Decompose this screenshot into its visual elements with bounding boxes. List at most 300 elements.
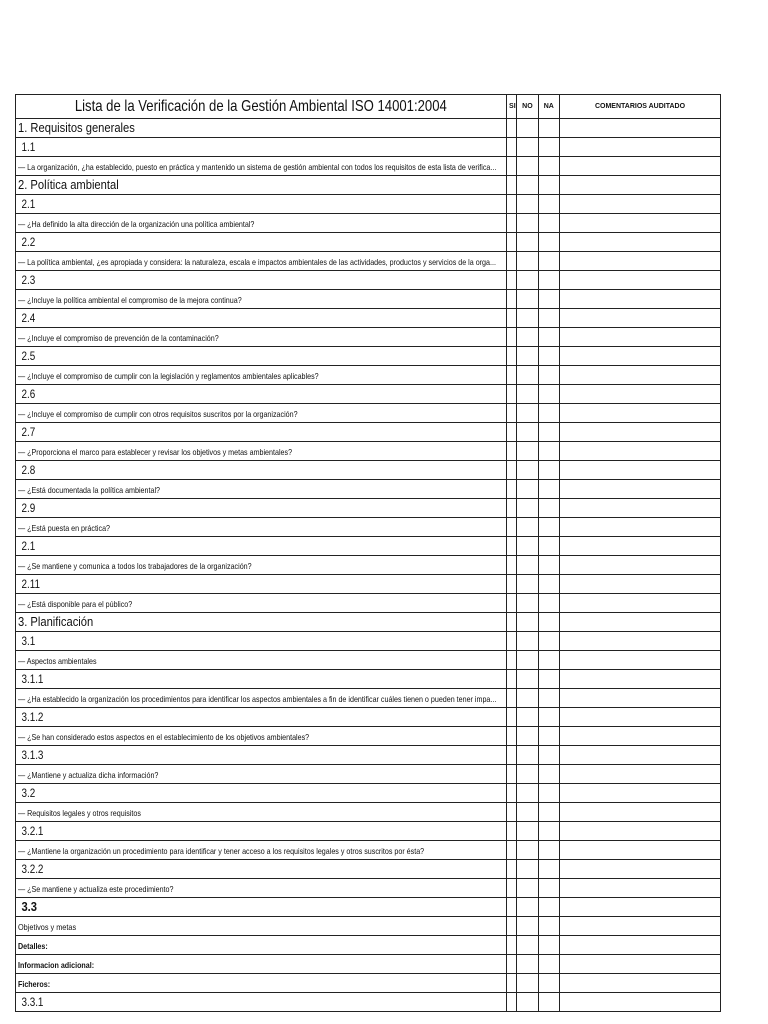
na-cell[interactable]	[538, 936, 559, 955]
comment-cell[interactable]	[560, 632, 721, 651]
comment-cell[interactable]	[560, 651, 721, 670]
si-cell[interactable]	[507, 214, 517, 233]
no-cell[interactable]	[517, 233, 538, 252]
no-cell[interactable]	[517, 803, 538, 822]
si-cell[interactable]	[507, 613, 517, 632]
row-text-cell	[16, 822, 507, 841]
row-text: — ¿Se mantiene y actualiza este procedimiento?	[18, 884, 174, 894]
no-cell[interactable]	[517, 461, 538, 480]
checklist-row-code	[16, 138, 721, 157]
na-cell[interactable]	[538, 195, 559, 214]
comment-cell[interactable]	[560, 309, 721, 328]
row-text-cell	[16, 917, 507, 936]
row-text-cell	[16, 613, 507, 632]
si-cell[interactable]	[507, 309, 517, 328]
row-text: 2.8	[21, 465, 36, 477]
comment-cell[interactable]	[560, 860, 721, 879]
na-cell[interactable]	[538, 461, 559, 480]
no-cell[interactable]	[517, 214, 538, 233]
no-cell[interactable]	[517, 708, 538, 727]
na-cell[interactable]	[538, 765, 559, 784]
row-text-cell	[16, 252, 507, 271]
no-cell[interactable]	[517, 252, 538, 271]
no-cell[interactable]	[517, 689, 538, 708]
si-cell[interactable]	[507, 233, 517, 252]
row-text-cell	[16, 119, 507, 138]
row-text-cell	[16, 195, 507, 214]
checklist-row-code	[16, 670, 721, 689]
no-cell[interactable]	[517, 138, 538, 157]
comment-cell[interactable]	[560, 727, 721, 746]
comment-cell[interactable]	[560, 594, 721, 613]
na-cell[interactable]	[538, 803, 559, 822]
na-cell[interactable]	[538, 385, 559, 404]
checklist-row-code-bold	[16, 898, 721, 917]
row-text: 2. Política ambiental	[18, 177, 119, 192]
row-text: Detalles:	[18, 941, 48, 951]
comment-cell[interactable]	[560, 176, 721, 195]
checklist-row-item	[16, 594, 721, 613]
si-cell[interactable]	[507, 993, 517, 1012]
comment-cell[interactable]	[560, 385, 721, 404]
row-text-cell	[16, 632, 507, 651]
na-cell[interactable]	[538, 708, 559, 727]
na-cell[interactable]	[538, 917, 559, 936]
no-cell[interactable]	[517, 822, 538, 841]
no-cell[interactable]	[517, 936, 538, 955]
row-text: 3.1	[21, 636, 36, 648]
si-cell[interactable]	[507, 575, 517, 594]
row-text: 2.3	[21, 275, 36, 287]
no-cell[interactable]	[517, 404, 538, 423]
comment-cell[interactable]	[560, 822, 721, 841]
no-cell[interactable]	[517, 328, 538, 347]
row-text-cell	[16, 803, 507, 822]
no-cell[interactable]	[517, 157, 538, 176]
row-text-cell	[16, 461, 507, 480]
row-text: Informacion adicional:	[18, 960, 95, 970]
na-cell[interactable]	[538, 651, 559, 670]
row-text: — ¿Mantiene la organización un procedimiento para identificar y tener acceso a los requisitos legales y otros suscritos por ésta?	[18, 846, 425, 856]
no-cell[interactable]	[517, 974, 538, 993]
row-text: 3.3.1	[21, 997, 44, 1009]
comment-cell[interactable]	[560, 898, 721, 917]
col-na-header: NA	[538, 95, 559, 119]
row-text: — ¿Incluye el compromiso de cumplir con la legislación y reglamentos ambientales aplicables?	[18, 371, 319, 381]
comment-cell[interactable]	[560, 461, 721, 480]
na-cell[interactable]	[538, 746, 559, 765]
checklist-row-item	[16, 157, 721, 176]
no-cell[interactable]	[517, 176, 538, 195]
page-title: Lista de la Verificación de la Gestión Ambiental ISO 14001:2004	[75, 97, 448, 115]
comment-cell[interactable]	[560, 936, 721, 955]
no-cell[interactable]	[517, 442, 538, 461]
na-cell[interactable]	[538, 993, 559, 1012]
si-cell[interactable]	[507, 803, 517, 822]
row-text-cell	[16, 689, 507, 708]
no-cell[interactable]	[517, 632, 538, 651]
checklist-row-item	[16, 879, 721, 898]
na-cell[interactable]	[538, 822, 559, 841]
na-cell[interactable]	[538, 670, 559, 689]
si-cell[interactable]	[507, 917, 517, 936]
si-cell[interactable]	[507, 822, 517, 841]
na-cell[interactable]	[538, 309, 559, 328]
row-text: — ¿Ha definido la alta dirección de la organización una política ambiental?	[18, 219, 255, 229]
row-text-cell	[16, 176, 507, 195]
no-cell[interactable]	[517, 518, 538, 537]
row-text-cell	[16, 309, 507, 328]
row-text-cell	[16, 746, 507, 765]
row-text: 3.2.2	[21, 864, 44, 876]
row-text: 2.1	[21, 541, 36, 553]
checklist-row-item	[16, 727, 721, 746]
na-cell[interactable]	[538, 252, 559, 271]
checklist-row-code	[16, 746, 721, 765]
comment-cell[interactable]	[560, 556, 721, 575]
checklist-row-code	[16, 537, 721, 556]
checklist-row-code	[16, 632, 721, 651]
si-cell[interactable]	[507, 765, 517, 784]
row-text-cell	[16, 784, 507, 803]
si-cell[interactable]	[507, 385, 517, 404]
si-cell[interactable]	[507, 138, 517, 157]
no-cell[interactable]	[517, 898, 538, 917]
no-cell[interactable]	[517, 613, 538, 632]
na-cell[interactable]	[538, 233, 559, 252]
title-cell	[16, 95, 507, 119]
si-cell[interactable]	[507, 784, 517, 803]
na-cell[interactable]	[538, 879, 559, 898]
checklist-row-label	[16, 974, 721, 993]
checklist-row-code	[16, 708, 721, 727]
checklist-row-code	[16, 822, 721, 841]
na-cell[interactable]	[538, 328, 559, 347]
row-text: 2.1	[21, 199, 36, 211]
no-cell[interactable]	[517, 575, 538, 594]
na-cell[interactable]	[538, 442, 559, 461]
na-cell[interactable]	[538, 138, 559, 157]
si-cell[interactable]	[507, 119, 517, 138]
checklist-row-code	[16, 499, 721, 518]
comment-cell[interactable]	[560, 119, 721, 138]
no-cell[interactable]	[517, 651, 538, 670]
row-text: — Aspectos ambientales	[18, 656, 97, 666]
checklist-row-code	[16, 575, 721, 594]
row-text: — ¿Se han considerado estos aspectos en el establecimiento de los objetivos ambientales?	[18, 732, 310, 742]
row-text-cell	[16, 879, 507, 898]
na-cell[interactable]	[538, 898, 559, 917]
row-text-cell	[16, 385, 507, 404]
na-cell[interactable]	[538, 119, 559, 138]
si-cell[interactable]	[507, 727, 517, 746]
na-cell[interactable]	[538, 214, 559, 233]
si-cell[interactable]	[507, 556, 517, 575]
row-text: — ¿Incluye la política ambiental el compromiso de la mejora continua?	[18, 295, 242, 305]
si-cell[interactable]	[507, 689, 517, 708]
comment-cell[interactable]	[560, 784, 721, 803]
no-cell[interactable]	[517, 594, 538, 613]
row-text-cell	[16, 841, 507, 860]
si-cell[interactable]	[507, 537, 517, 556]
checklist-row-item	[16, 803, 721, 822]
comment-cell[interactable]	[560, 423, 721, 442]
na-cell[interactable]	[538, 594, 559, 613]
no-cell[interactable]	[517, 119, 538, 138]
si-cell[interactable]	[507, 271, 517, 290]
checklist-row-item	[16, 404, 721, 423]
row-text: — ¿Mantiene y actualiza dicha información?	[18, 770, 159, 780]
si-cell[interactable]	[507, 670, 517, 689]
si-cell[interactable]	[507, 442, 517, 461]
col-si-header: SI	[507, 95, 517, 119]
si-cell[interactable]	[507, 518, 517, 537]
na-cell[interactable]	[538, 157, 559, 176]
no-cell[interactable]	[517, 271, 538, 290]
comment-cell[interactable]	[560, 974, 721, 993]
na-cell[interactable]	[538, 366, 559, 385]
row-text: — ¿Se mantiene y comunica a todos los trabajadores de la organización?	[18, 561, 252, 571]
comment-cell[interactable]	[560, 955, 721, 974]
checklist-row-code	[16, 233, 721, 252]
na-cell[interactable]	[538, 860, 559, 879]
checklist-row-item	[16, 290, 721, 309]
checklist-row-code	[16, 271, 721, 290]
row-text-cell	[16, 442, 507, 461]
checklist-row-item	[16, 841, 721, 860]
comment-cell[interactable]	[560, 214, 721, 233]
comment-cell[interactable]	[560, 499, 721, 518]
row-text: 1.1	[21, 142, 36, 154]
row-text: 3.1.2	[21, 712, 44, 724]
si-cell[interactable]	[507, 708, 517, 727]
row-text-cell	[16, 157, 507, 176]
row-text-cell	[16, 347, 507, 366]
si-cell[interactable]	[507, 651, 517, 670]
row-text-cell	[16, 328, 507, 347]
no-cell[interactable]	[517, 765, 538, 784]
comment-cell[interactable]	[560, 613, 721, 632]
col-no-header: NO	[517, 95, 538, 119]
comment-cell[interactable]	[560, 290, 721, 309]
na-cell[interactable]	[538, 784, 559, 803]
comment-cell[interactable]	[560, 157, 721, 176]
comment-cell[interactable]	[560, 347, 721, 366]
na-cell[interactable]	[538, 537, 559, 556]
comment-cell[interactable]	[560, 518, 721, 537]
si-cell[interactable]	[507, 366, 517, 385]
si-cell[interactable]	[507, 936, 517, 955]
comment-cell[interactable]	[560, 993, 721, 1012]
comment-cell[interactable]	[560, 670, 721, 689]
na-cell[interactable]	[538, 841, 559, 860]
comment-cell[interactable]	[560, 442, 721, 461]
checklist-row-code	[16, 309, 721, 328]
no-cell[interactable]	[517, 290, 538, 309]
checklist-row-item	[16, 765, 721, 784]
na-cell[interactable]	[538, 613, 559, 632]
no-cell[interactable]	[517, 993, 538, 1012]
si-cell[interactable]	[507, 290, 517, 309]
si-cell[interactable]	[507, 594, 517, 613]
si-cell[interactable]	[507, 955, 517, 974]
comment-cell[interactable]	[560, 252, 721, 271]
checklist-row-item	[16, 689, 721, 708]
si-cell[interactable]	[507, 860, 517, 879]
comment-cell[interactable]	[560, 917, 721, 936]
na-cell[interactable]	[538, 423, 559, 442]
row-text-cell	[16, 480, 507, 499]
si-cell[interactable]	[507, 480, 517, 499]
comment-cell[interactable]	[560, 537, 721, 556]
na-cell[interactable]	[538, 480, 559, 499]
row-text-cell	[16, 651, 507, 670]
si-cell[interactable]	[507, 879, 517, 898]
no-cell[interactable]	[517, 860, 538, 879]
col-comments-header: COMENTARIOS AUDITADO	[560, 95, 721, 119]
comment-cell[interactable]	[560, 879, 721, 898]
na-cell[interactable]	[538, 955, 559, 974]
na-cell[interactable]	[538, 556, 559, 575]
na-cell[interactable]	[538, 689, 559, 708]
si-cell[interactable]	[507, 746, 517, 765]
checklist-row-item	[16, 366, 721, 385]
comment-cell[interactable]	[560, 575, 721, 594]
na-cell[interactable]	[538, 499, 559, 518]
no-cell[interactable]	[517, 423, 538, 442]
comment-cell[interactable]	[560, 689, 721, 708]
na-cell[interactable]	[538, 974, 559, 993]
no-cell[interactable]	[517, 841, 538, 860]
row-text-cell	[16, 214, 507, 233]
comment-cell[interactable]	[560, 195, 721, 214]
no-cell[interactable]	[517, 366, 538, 385]
header-row	[16, 95, 721, 119]
na-cell[interactable]	[538, 271, 559, 290]
no-cell[interactable]	[517, 670, 538, 689]
si-cell[interactable]	[507, 499, 517, 518]
checklist-row-item	[16, 214, 721, 233]
no-cell[interactable]	[517, 499, 538, 518]
no-cell[interactable]	[517, 347, 538, 366]
comment-cell[interactable]	[560, 803, 721, 822]
na-cell[interactable]	[538, 575, 559, 594]
si-cell[interactable]	[507, 404, 517, 423]
comment-cell[interactable]	[560, 328, 721, 347]
si-cell[interactable]	[507, 898, 517, 917]
si-cell[interactable]	[507, 347, 517, 366]
no-cell[interactable]	[517, 556, 538, 575]
row-text-cell	[16, 233, 507, 252]
comment-cell[interactable]	[560, 233, 721, 252]
na-cell[interactable]	[538, 727, 559, 746]
checklist-row-code	[16, 860, 721, 879]
row-text-cell	[16, 936, 507, 955]
row-text: 3.2	[21, 788, 36, 800]
checklist-row-section	[16, 613, 721, 632]
si-cell[interactable]	[507, 423, 517, 442]
checklist-row-section	[16, 119, 721, 138]
row-text-cell	[16, 955, 507, 974]
no-cell[interactable]	[517, 917, 538, 936]
comment-cell[interactable]	[560, 404, 721, 423]
si-cell[interactable]	[507, 632, 517, 651]
si-cell[interactable]	[507, 176, 517, 195]
checklist-row-item	[16, 651, 721, 670]
no-cell[interactable]	[517, 784, 538, 803]
checklist-row-code	[16, 993, 721, 1012]
no-cell[interactable]	[517, 385, 538, 404]
row-text-cell	[16, 708, 507, 727]
row-text: 2.6	[21, 389, 36, 401]
na-cell[interactable]	[538, 518, 559, 537]
row-text: 2.7	[21, 427, 36, 439]
row-text: — ¿Está documentada la política ambiental?	[18, 485, 160, 495]
row-text: — La política ambiental, ¿es apropiada y considera: la naturaleza, escala e impactos ambientales de las actividades, productos y servicios de la orga...	[18, 257, 496, 267]
si-cell[interactable]	[507, 328, 517, 347]
comment-cell[interactable]	[560, 841, 721, 860]
comment-cell[interactable]	[560, 708, 721, 727]
si-cell[interactable]	[507, 974, 517, 993]
comment-cell[interactable]	[560, 765, 721, 784]
row-text-cell	[16, 765, 507, 784]
no-cell[interactable]	[517, 955, 538, 974]
checklist-row-code	[16, 385, 721, 404]
checklist-table	[15, 94, 721, 1012]
row-text: — ¿Ha establecido la organización los procedimientos para identificar los aspectos ambientales a fin de identificar cuáles tienen o pueden tener impa...	[18, 694, 497, 704]
row-text: 2.5	[21, 351, 36, 363]
comment-cell[interactable]	[560, 366, 721, 385]
na-cell[interactable]	[538, 176, 559, 195]
si-cell[interactable]	[507, 841, 517, 860]
comment-cell[interactable]	[560, 271, 721, 290]
row-text: 3.1.1	[21, 674, 44, 686]
row-text: 2.11	[21, 579, 40, 591]
no-cell[interactable]	[517, 480, 538, 499]
no-cell[interactable]	[517, 309, 538, 328]
checklist-row-item	[16, 518, 721, 537]
comment-cell[interactable]	[560, 480, 721, 499]
no-cell[interactable]	[517, 537, 538, 556]
row-text-cell	[16, 404, 507, 423]
row-text-cell	[16, 727, 507, 746]
na-cell[interactable]	[538, 290, 559, 309]
comment-cell[interactable]	[560, 746, 721, 765]
no-cell[interactable]	[517, 879, 538, 898]
checklist-row-code	[16, 784, 721, 803]
row-text-cell	[16, 974, 507, 993]
si-cell[interactable]	[507, 157, 517, 176]
na-cell[interactable]	[538, 347, 559, 366]
comment-cell[interactable]	[560, 138, 721, 157]
row-text-cell	[16, 594, 507, 613]
no-cell[interactable]	[517, 195, 538, 214]
row-text: — La organización, ¿ha establecido, puesto en práctica y mantenido un sistema de gestión ambiental con todos los requisitos de esta lista de verifica...	[18, 162, 497, 172]
row-text: — ¿Está puesta en práctica?	[18, 523, 111, 533]
checklist-row-code	[16, 347, 721, 366]
no-cell[interactable]	[517, 727, 538, 746]
si-cell[interactable]	[507, 195, 517, 214]
row-text-cell	[16, 138, 507, 157]
na-cell[interactable]	[538, 632, 559, 651]
no-cell[interactable]	[517, 746, 538, 765]
row-text-cell	[16, 537, 507, 556]
na-cell[interactable]	[538, 404, 559, 423]
si-cell[interactable]	[507, 461, 517, 480]
checklist-row-code	[16, 461, 721, 480]
si-cell[interactable]	[507, 252, 517, 271]
row-text-cell	[16, 898, 507, 917]
